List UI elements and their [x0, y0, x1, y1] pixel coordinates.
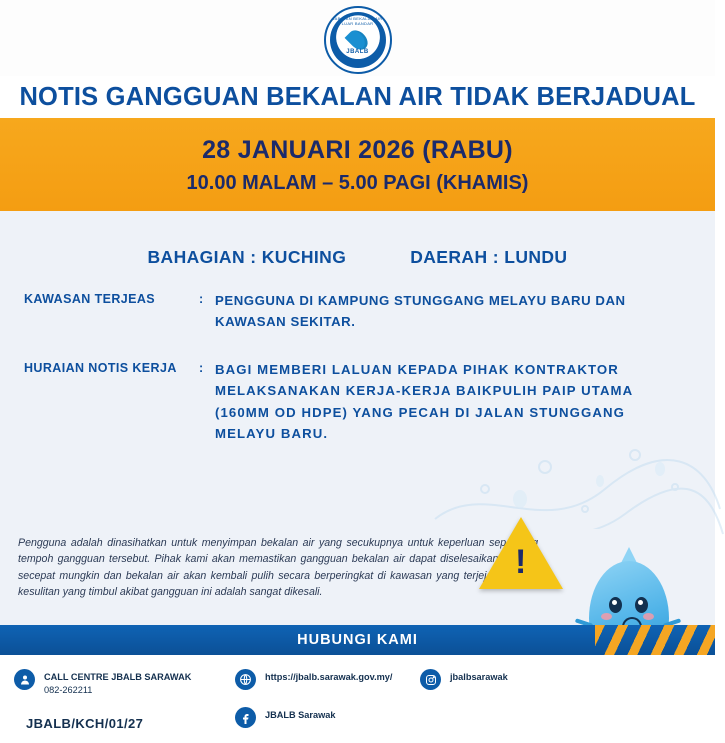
contact-facebook[interactable] — [235, 707, 335, 728]
field-value: PENGGUNA DI KAMPUNG STUNGGANG MELAYU BARU DAN KAWASAN SEKITAR. — [215, 293, 626, 330]
person-icon — [14, 669, 35, 690]
contact-call-centre — [14, 669, 191, 698]
reference-number: JBALB/KCH/01/27 — [26, 716, 144, 731]
mascot-blush-right — [643, 613, 654, 620]
logo-icon — [330, 12, 386, 68]
logo-acronym: JBALB — [346, 49, 369, 55]
contact-website-text: https://jbalb.sarawak.gov.my/ — [265, 672, 393, 682]
advisory-note: Pengguna adalah dinasihatkan untuk menyimpan bekalan air yang secukupnya untuk keperluan sepanjang tempoh gangguan tersebut. Pihak kami akan memastikan gangguan bekalan air dapat diselesaikan dengan secepat mungkin dan bekalan air akan kembali pulih secara berperingkat di kawasan yang terjejas. Segala kesulitan yang timbul akibat gangguan ini adalah sangat dikesali. — [18, 537, 538, 599]
title-band — [0, 76, 715, 118]
contact-facebook-text: JBALB Sarawak — [265, 710, 336, 720]
poster-header — [0, 0, 715, 118]
field-label: HURAIAN NOTIS KERJA — [24, 360, 177, 375]
date-band — [0, 118, 715, 211]
contact-instagram[interactable] — [420, 669, 508, 690]
facebook-icon — [235, 707, 256, 728]
contact-band — [0, 625, 715, 655]
field-label: KAWASAN TERJEAS — [24, 292, 156, 306]
mascot-blush-left — [601, 613, 612, 620]
field-huraian-notis-kerja — [24, 333, 715, 445]
mascot-eye-right — [635, 597, 648, 613]
field-kawasan-terjejas — [24, 268, 715, 333]
poster-footer — [0, 655, 715, 743]
warning-triangle-icon — [479, 517, 563, 589]
division-row — [0, 211, 715, 268]
globe-icon — [235, 669, 256, 690]
contact-call-centre-text — [44, 669, 191, 698]
field-colon: : — [199, 292, 204, 306]
contact-band-title: HUBUNGI KAMI — [297, 632, 418, 648]
contact-instagram-text: jbalbsarawak — [450, 672, 508, 682]
page-title: NOTIS GANGGUAN BEKALAN AIR TIDAK BERJADUAL — [19, 82, 696, 111]
logo-arc-text: JABATAN BEKALAN AIR LUAR BANDAR — [332, 16, 383, 26]
contact-line-1: CALL CENTRE JBALB SARAWAK — [44, 672, 192, 682]
notice-date: 28 JANUARI 2026 (RABU) — [202, 136, 513, 164]
jbalb-logo — [324, 6, 392, 74]
instagram-icon — [420, 669, 441, 690]
contact-website[interactable] — [235, 669, 392, 690]
field-colon: : — [199, 360, 204, 375]
field-value: BAGI MEMBERI LALUAN KEPADA PIHAK KONTRAKTOR MELAKSANAKAN KERJA-KERJA BAIKPULIH PAIP UTAMA (160MM OD HDPE) YANG PECAH DI JALAN STUNGGANG MELAYU BARU. — [215, 361, 633, 441]
bahagian-label: BAHAGIAN : KUCHING — [147, 247, 347, 267]
notice-body — [0, 211, 715, 529]
daerah-label: DAERAH : LUNDU — [410, 247, 568, 267]
stripe-decoration — [595, 625, 715, 655]
notice-time: 10.00 MALAM – 5.00 PAGI (KHAMIS) — [186, 172, 529, 194]
mascot-eye-left — [609, 597, 622, 613]
note-area — [0, 529, 715, 625]
contact-line-2: 082-262211 — [44, 685, 93, 696]
